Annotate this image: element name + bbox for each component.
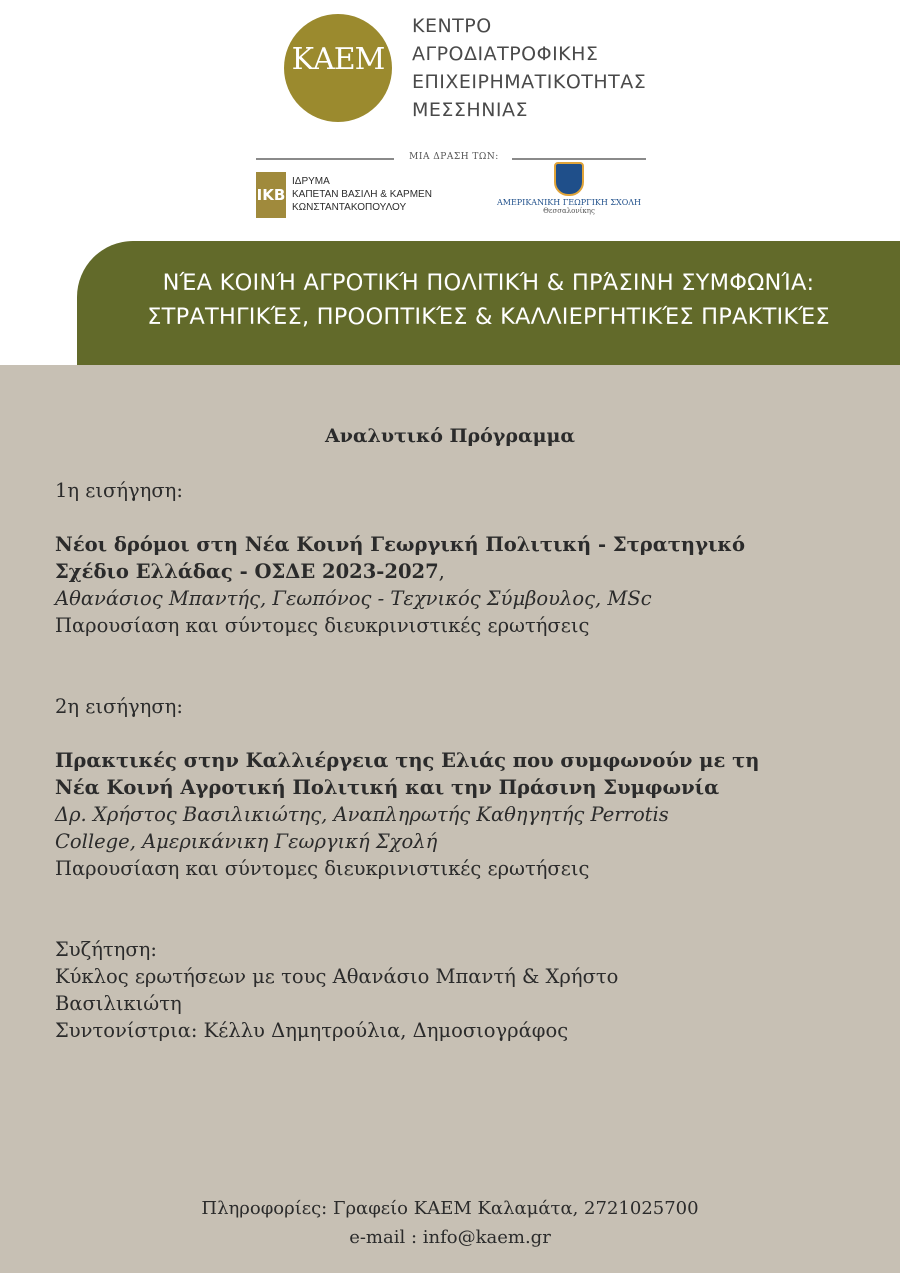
kaem-name [412, 12, 646, 124]
talk1-title-suffix: , [438, 560, 445, 583]
talk2-title-line2: Νέα Κοινή Αγροτική Πολιτική και την Πράσινη Συμφωνία [55, 776, 720, 799]
talk1-speaker: Αθανάσιος Μπαντής, Γεωπόνος - Τεχνικός Σύμβουλος, MSc [55, 587, 652, 610]
talk2-note: Παρουσίαση και σύντομες διευκρινιστικές ερωτήσεις [55, 857, 590, 880]
divider-line-left [256, 158, 394, 160]
discussion-line2: Βασιλικιώτη [55, 992, 182, 1015]
logo-block [256, 10, 646, 225]
kaem-name-line: ΑΓΡΟΔΙΑΤΡΟΦΙΚΗΣ [412, 43, 599, 65]
discussion-label: Συζήτηση: [55, 938, 157, 961]
divider-line-right [512, 158, 646, 160]
afs-city: Θεσσαλονίκης [543, 207, 595, 215]
divider-text: ΜΙΑ ΔΡΑΣΗ ΤΩΝ: [409, 152, 499, 162]
talk1-label: 1η εισήγηση: [55, 479, 183, 502]
footer-email: e-mail : info@kaem.gr [349, 1227, 551, 1248]
banner-line-2: ΣΤΡΑΤΗΓΙΚΈΣ, ΠΡΟΟΠΤΙΚΈΣ & ΚΑΛΛΙΕΡΓΗΤΙΚΈΣ ΠΡΑΚΤΙΚΈΣ [147, 304, 830, 330]
afs-shield-icon [554, 162, 584, 196]
discussion-line1: Κύκλος ερωτήσεων με τους Αθανάσιο Μπαντή & Χρήστο [55, 965, 619, 988]
ikb-name [292, 175, 502, 214]
talk1-note: Παρουσίαση και σύντομες διευκρινιστικές ερωτήσεις [55, 614, 590, 637]
title-banner [77, 241, 900, 365]
talk2-speaker-line1: Δρ. Χρήστος Βασιλικιώτης, Αναπληρωτής Καθηγητής Perrotis [55, 803, 669, 826]
kaem-monogram: ΚΑΕΜ [291, 42, 385, 77]
header [0, 0, 900, 365]
kaem-name-line: ΜΕΣΣΗΝΙΑΣ [412, 99, 529, 121]
discussion-moderator: Συντονίστρια: Κέλλυ Δημητρούλια, Δημοσιογράφος [55, 1019, 569, 1042]
banner-line-1: ΝΈΑ ΚΟΙΝΉ ΑΓΡΟΤΙΚΉ ΠΟΛΙΤΙΚΉ & ΠΡΆΣΙΝΗ ΣΥΜΦΩΝΊΑ: [162, 270, 815, 296]
kaem-logo [284, 14, 392, 122]
talk1-title-line1: Νέοι δρόμοι στη Νέα Κοινή Γεωργική Πολιτική - Στρατηγικό [55, 533, 746, 556]
program-title: Αναλυτικό Πρόγραμμα [324, 425, 576, 447]
talk1-title-line2-wrap [55, 558, 445, 585]
kaem-name-line: ΚΕΝΤΡΟ [412, 15, 492, 37]
ikb-name-line: ΚΩΝΣΤΑΝΤΑΚΟΠΟΥΛΟΥ [292, 202, 407, 213]
ikb-name-line: ΙΔΡΥΜΑ [292, 176, 330, 187]
program-content [0, 365, 900, 1273]
talk1-title-line2: Σχέδιο Ελλάδας - ΟΣΔΕ 2023-2027 [55, 560, 439, 583]
afs-logo [494, 162, 644, 215]
talk2-speaker-line2: College, Αμερικάνικη Γεωργική Σχολή [55, 830, 438, 853]
footer-info: Πληροφορίες: Γραφείο ΚΑΕΜ Καλαμάτα, 2721025700 [201, 1198, 699, 1219]
ikb-monogram: ΙΚΒ [256, 172, 286, 218]
talk2-label: 2η εισήγηση: [55, 695, 183, 718]
afs-name: ΑΜΕΡΙΚΑΝΙΚΗ ΓΕΩΡΓΙΚΗ ΣΧΟΛΗ [496, 198, 642, 207]
talk2-title-line1: Πρακτικές στην Καλλιέργεια της Ελιάς που συμφωνούν με τη [55, 749, 760, 772]
kaem-name-line: ΕΠΙΧΕΙΡΗΜΑΤΙΚΟΤΗΤΑΣ [412, 71, 647, 93]
ikb-name-line: ΚΑΠΕΤΑΝ ΒΑΣΙΛΗ & ΚΑΡΜΕΝ [292, 189, 432, 200]
